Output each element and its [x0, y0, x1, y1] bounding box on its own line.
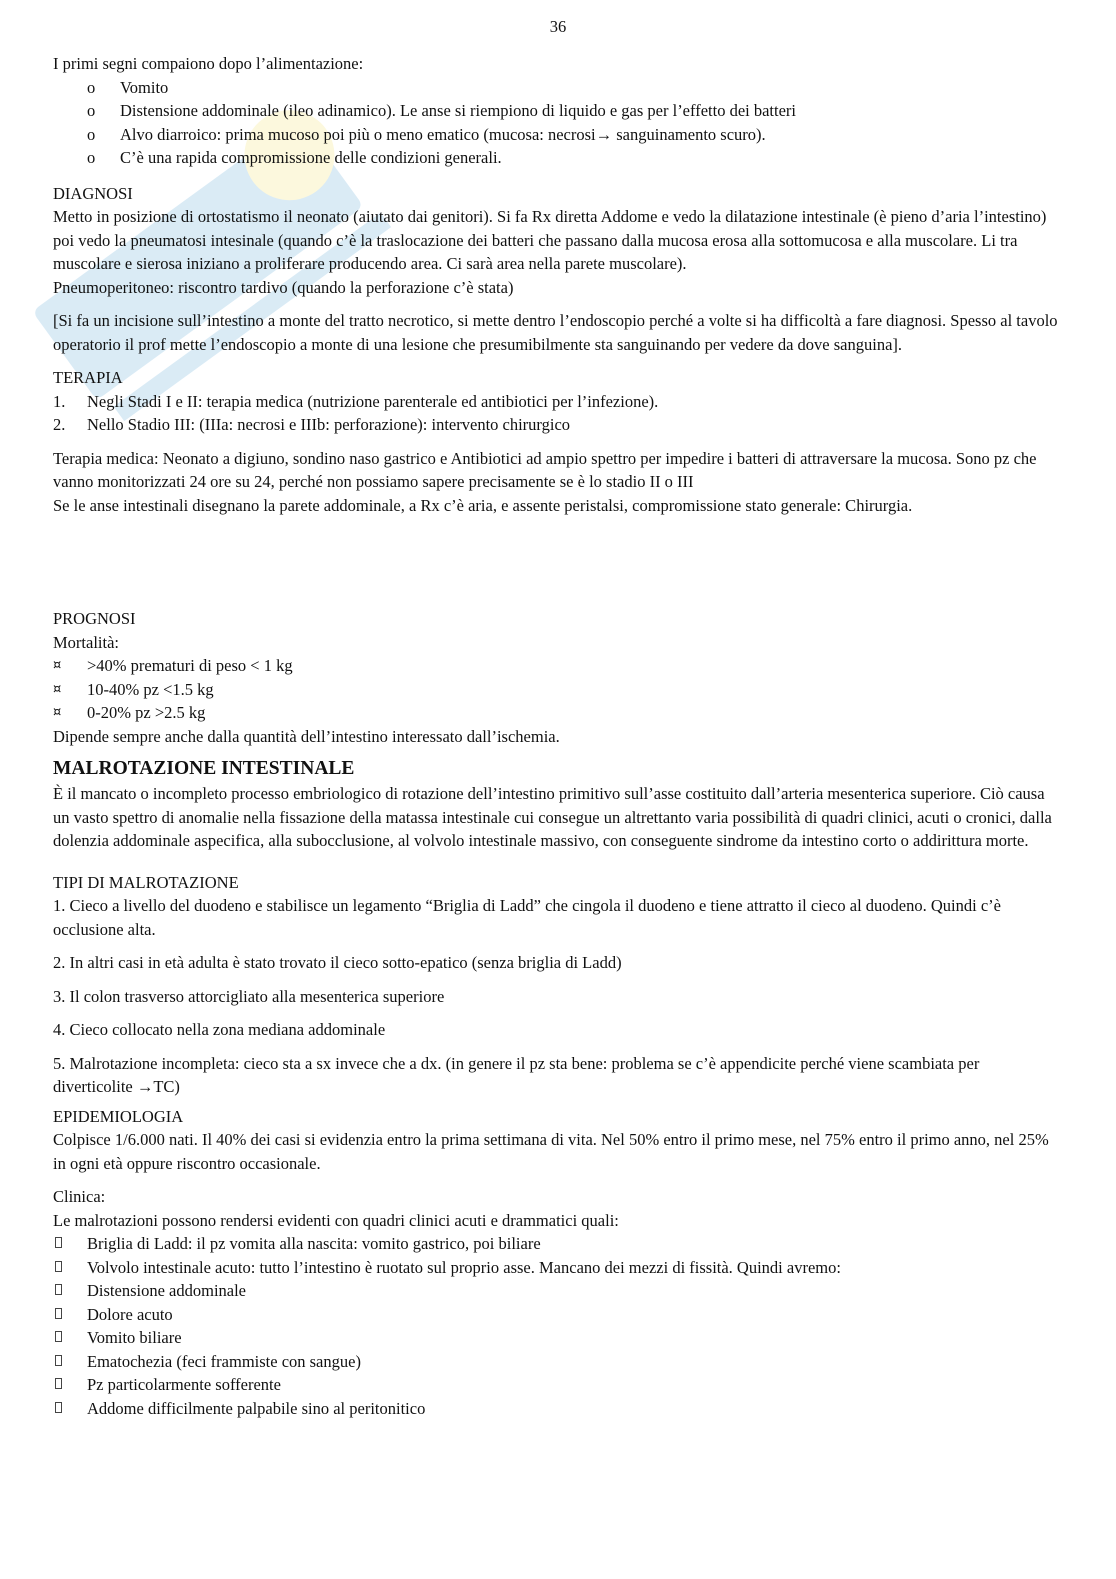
list-item: 2. Nello Stadio III: (IIIa: necrosi e IIIb: perforazione): intervento chirurgico — [53, 415, 571, 434]
list-item: Vomito biliare — [53, 1326, 1063, 1350]
signs-list — [53, 76, 1063, 170]
page-content — [53, 52, 1063, 1420]
list-item: Briglia di Ladd: il pz vomita alla nascita: vomito gastrico, poi biliare — [53, 1232, 1063, 1256]
prognosi-note: Dipende sempre anche dalla quantità dell’intestino interessato dall’ischemia. — [53, 726, 560, 746]
list-item: ¤ 10-40% pz <1.5 kg — [53, 678, 1063, 702]
list-item: o C’è una rapida compromissione delle condizioni generali. — [53, 146, 1063, 170]
tipo-item: 2. In altri casi in età adulta è stato trovato il cieco sotto-epatico (senza briglia di Ladd) — [53, 953, 622, 972]
section-heading-epidemiologia: EPIDEMIOLOGIA — [53, 1106, 184, 1126]
list-item: Addome difficilmente palpabile sino al peritonitico — [53, 1397, 1063, 1421]
malrotazione-text: È il mancato o incompleto processo embriologico di rotazione dell’intestino primitivo sull’asse costituito dall’arteria mesenterica superiore. Ciò causa un vasto spettro di anomalie nella fissazione della matassa intestinale cui consegue un altrettanto varia possibilità di quadri clinici, acuti o cronici, dalla dolenzia addominale aspecifica, alla subocclusione, al volvolo intestinale massivo, con conseguente sindrome da intestino corto o addirittura morte. — [53, 784, 1052, 850]
terapia-list — [53, 390, 1063, 437]
bullet-box-icon — [55, 1331, 62, 1342]
list-item: o Vomito — [53, 76, 1063, 100]
section-heading-terapia: TERAPIA — [53, 368, 123, 387]
page-number: 36 — [549, 17, 567, 36]
terapia-medica-text: Terapia medica: Neonato a digiuno, sondino naso gastrico e Antibiotici ad ampio spettro per impedire i batteri di attraversare la mucosa. Sono pz che vanno monitorizzati 24 ore su 24, perché non possiamo sapere precisamente se è lo stadio II o III — [53, 448, 1037, 491]
tipo-item: 5. Malrotazione incompleta: cieco sta a sx invece che a dx. (in genere il pz sta bene: problema se c’è appendicite perché viene scambiata per diverticolite →TC) — [53, 1053, 980, 1096]
bullet-box-icon — [55, 1237, 62, 1248]
section-heading-prognosi: PROGNOSI — [53, 609, 136, 628]
tipo-item: 3. Il colon trasverso attorcigliato alla mesenterica superiore — [53, 986, 445, 1006]
bullet-marker: o — [87, 101, 96, 120]
list-item: Distensione addominale — [53, 1279, 1063, 1303]
diagnosi-note: [Si fa un incisione sull’intestino a monte del tratto necrotico, si mette dentro l’endoscopio perché a volte si ha difficoltà a fare diagnosi. Spesso al tavolo operatorio il prof mette l’endoscopio a monte di una lesione che presumibilmente sta sanguinando per vedere da dove sanguina]. — [53, 311, 1058, 354]
list-item: o Distensione addominale (ileo adinamico). Le anse si riempiono di liquido e gas per l’effetto dei batteri — [53, 99, 1063, 123]
mortalita-list — [53, 654, 1063, 725]
bullet-box-icon — [55, 1308, 62, 1319]
bullet-box-icon — [55, 1261, 62, 1272]
bullet-box-icon — [55, 1284, 62, 1295]
bullet-marker: o — [87, 77, 96, 97]
tipo-item: 4. Cieco collocato nella zona mediana addominale — [53, 1020, 386, 1039]
section-heading-clinica: Clinica: — [53, 1187, 106, 1206]
list-item: Dolore acuto — [53, 1303, 1063, 1327]
list-item: 1. Negli Stadi I e II: terapia medica (nutrizione parenterale ed antibiotici per l’infezione). — [53, 391, 659, 411]
bullet-marker: ¤ — [53, 705, 62, 720]
list-item: ¤ 0-20% pz >2.5 kg — [53, 701, 1063, 725]
list-item: ¤ >40% prematuri di peso < 1 kg — [53, 654, 1063, 678]
bullet-box-icon — [55, 1355, 62, 1366]
list-item: Volvolo intestinale acuto: tutto l’intestino è ruotato sul proprio asse. Mancano dei mezzi di fissità. Quindi avremo: — [53, 1256, 1063, 1280]
clinica-intro: Le malrotazioni possono rendersi evidenti con quadri clinici acuti e drammatici quali: — [53, 1210, 619, 1230]
clinica-list — [53, 1232, 1063, 1420]
bullet-box-icon — [55, 1402, 62, 1413]
diagnosi-text: Metto in posizione di ortostatismo il neonato (aiutato dai genitori). Si fa Rx diretta Addome e vedo la dilatazione intestinale (è pieno d’aria l’intestino) poi vedo la pneumatosi intesinale (quando c’è la traslocazione dei batteri che passano dalla mucosa erosa alla sottomucosa e alla muscolare. Li tra muscolare e sierosa iniziano a proliferare producendo area. Ci sarà area nella parete muscolare). — [53, 207, 1047, 273]
list-item: Ematochezia (feci frammiste con sangue) — [53, 1350, 1063, 1374]
epidemiologia-text: Colpisce 1/6.000 nati. Il 40% dei casi si evidenzia entro la prima settimana di vita. Nel 50% entro il primo mese, nel 75% entro il primo anno, nel 25% in ogni età oppure riscontro occasionale. — [53, 1130, 1049, 1173]
bullet-marker: o — [87, 148, 96, 167]
list-item: o Alvo diarroico: prima mucoso poi più o meno ematico (mucosa: necrosi→ sanguinamento scuro). — [53, 123, 1063, 147]
bullet-marker: ¤ — [53, 681, 62, 697]
intro-text: I primi segni compaiono dopo l’alimentazione: — [53, 54, 364, 73]
section-heading-tipi: TIPI DI MALROTAZIONE — [53, 872, 239, 892]
tipo-item: 1. Cieco a livello del duodeno e stabilisce un legamento “Briglia di Ladd” che cingola il duodeno e tiene attratto il cieco al duodeno. Quindi c’è occlusione alta. — [53, 896, 1001, 939]
pneumoperitoneo-text: Pneumoperitoneo: riscontro tardivo (quando la perforazione c’è stata) — [53, 277, 514, 297]
bullet-marker: o — [87, 124, 96, 144]
mortalita-label: Mortalità: — [53, 632, 119, 652]
bullet-marker: ¤ — [53, 658, 62, 673]
list-item: Pz particolarmente sofferente — [53, 1373, 1063, 1397]
section-title-malrotazione: MALROTAZIONE INTESTINALE — [53, 758, 355, 779]
bullet-box-icon — [55, 1378, 62, 1389]
chirurgia-text: Se le anse intestinali disegnano la parete addominale, a Rx c’è aria, e assente peristalsi, compromissione stato generale: Chirurgia. — [53, 495, 913, 515]
section-heading-diagnosi: DIAGNOSI — [53, 183, 133, 203]
